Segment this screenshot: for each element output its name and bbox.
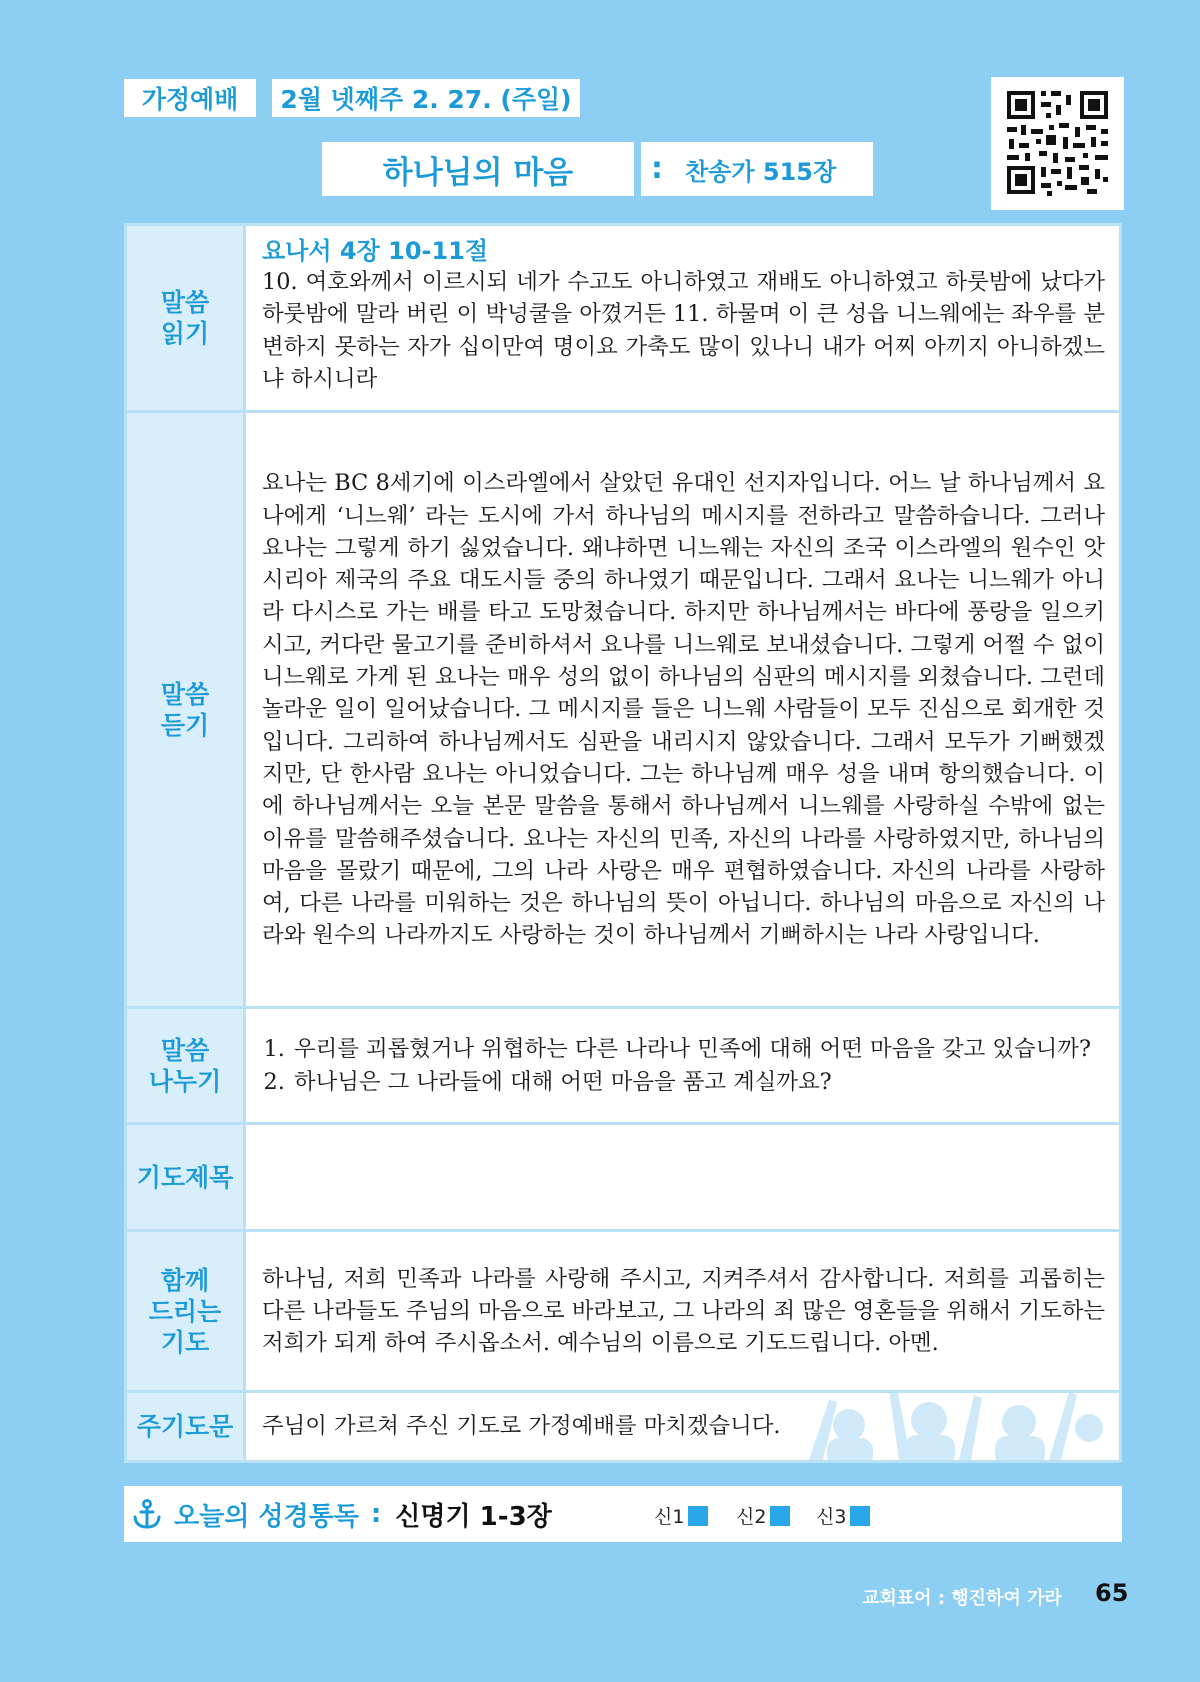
reading-check-label: 신3: [816, 1506, 847, 1528]
sermon-text: 요나는 BC 8세기에 이스라엘에서 살았던 유대인 선지자입니다. 어느 날 하나님께서 요나에게 ‘니느웨’ 라는 도시에 가서 하나님의 메시지를 전하라고 말씀하습니다. 그러나 요나는 그렇게 하기 싫었습니다. 왜냐하면 니느웨는 자신의 조국 이스라엘의 원수인 앗시리아 제국의 주요 대도시들 중의 하나였기 때문입니다. 그래서 요나는 니느웨가 아니라 다시스로 가는 배를 타고 도망쳤습니다. 하지만 하나님께서는 바다에 풍랑을 일으키시고, 커다란 물고기를 준비하셔서 요나를 니느웨로 보내셨습니다. 그렇게 어쩔 수 없이 니느웨로 가게 된 요나는 매우 성의 없이 하나님의 심판의 메시지를 외쳤습니다. 그런데 놀라운 일이 일어났습니다. 그 메시지를 들은 니느웨 사람들이 모두 진심으로 회개한 것입니다. 그리하여 하나님께서도 심판을 내리시지 않았습니다. 그래서 모두가 기뻐했겠지만, 단 한사람 요나는 아니었습니다. 그는 하나님께 매우 성을 내며 항의했습니다. 이에 하나님께서는 오늘 본문 말씀을 통해서 하나님께서 니느웨를 사랑하실 수밖에 없는 이유를 말씀해주셨습니다. 요나는 자신의 민족, 자신의 나라를 사랑하였지만, 하나님의 마음을 몰랐기 때문에, 그의 나라 사랑은 매우 편협하였습니다. 자신의 나라를 사랑하여, 다른 나라를 미워하는 것은 하나님의 뜻이 아닙니다. 하나님의 마음으로 자신의 나라와 원수의 나라까지도 사랑하는 것이 하나님께서 기뻐하시는 나라 사랑입니다.: [262, 470, 1105, 949]
scripture-text: 10. 여호와께서 이르시되 네가 수고도 아니하였고 재배도 아니하였고 하룻밤에 났다가 하룻밤에 말라 버린 이 박넝쿨을 아꼈거든 11. 하물며 이 큰 성읍 니느웨에는 좌우를 분변하지 못하는 자가 십이만여 명이요 가축도 많이 있나니 내가 어찌 아끼지 아니하겠느냐 하시니라: [262, 269, 1105, 392]
prayer-topic-row: [126, 1124, 1121, 1231]
date-chip: 2월 넷째주 2. 27. (주일): [272, 79, 580, 117]
bible-reading-label: 오늘의 성경통독: [174, 1501, 359, 1532]
reading-check-1[interactable]: [654, 1502, 708, 1529]
sharing-content: [245, 1008, 1121, 1124]
checkbox-icon[interactable]: [688, 1506, 708, 1526]
prayer-text: 하나님, 저희 민족과 나라를 사랑해 주시고, 지켜주셔서 감사합니다. 저희를 괴롭히는 다른 나라들도 주님의 마음으로 바라보고, 그 나라의 죄 많은 영혼들을 위해서 기도하는 저희가 되게 하여 주시옵소서. 예수님의 이름으로 기도드립니다. 아멘.: [262, 1265, 1105, 1357]
scripture-reference: 요나서 4장 10-11절: [262, 237, 489, 265]
sharing-row: [126, 1008, 1121, 1124]
reading-content: [245, 225, 1121, 412]
reading-row: [126, 225, 1121, 412]
reading-check-label: 신2: [736, 1506, 767, 1528]
sharing-label: 말씀 나누기: [126, 1008, 245, 1124]
worship-table: [124, 223, 1122, 1463]
prayer-row: [126, 1231, 1121, 1392]
qr-code[interactable]: [991, 77, 1124, 210]
listening-row: [126, 412, 1121, 1008]
checkbox-icon[interactable]: [770, 1506, 790, 1526]
bible-reading-value: 신명기 1-3장: [395, 1501, 552, 1532]
question-item: 1. 우리를 괴롭혔거나 위협하는 다른 나라나 민족에 대해 어떤 마음을 갖고 있습니까?: [292, 1033, 1105, 1065]
qr-code-icon: [991, 77, 1124, 210]
listening-content: [245, 412, 1121, 1008]
lords-prayer-label: 주기도문: [126, 1392, 245, 1462]
prayer-topic-label: 기도제목: [126, 1124, 245, 1231]
category-chip: 가정예배: [124, 79, 256, 117]
separator-dots: :: [651, 151, 663, 186]
lords-prayer-row: [126, 1392, 1121, 1462]
lords-prayer-text: 주님이 가르쳐 주신 기도로 가정예배를 마치겠습니다.: [262, 1413, 781, 1440]
bible-reading-bar: [124, 1486, 1122, 1542]
anchor-icon: [130, 1497, 164, 1531]
prayer-label: 함께 드리는 기도: [126, 1231, 245, 1392]
reading-check-label: 신1: [654, 1506, 685, 1528]
church-motto: 교회표어 : 행진하여 가라: [862, 1588, 1062, 1609]
reading-label: 말씀 읽기: [126, 225, 245, 412]
prayer-topic-content[interactable]: [245, 1124, 1121, 1231]
hymn-chip: [641, 142, 873, 196]
reading-check-2[interactable]: [736, 1502, 790, 1529]
lords-prayer-content: [245, 1392, 1121, 1462]
bible-reading-separator: :: [370, 1499, 382, 1529]
worship-silhouette-icon: [789, 1392, 1119, 1461]
hymn-label: 찬송가 515장: [685, 157, 837, 186]
listening-label: 말씀 듣기: [126, 412, 245, 1008]
page-number: 65: [1095, 1579, 1129, 1607]
prayer-content: [245, 1231, 1121, 1392]
question-item: 2. 하나님은 그 나라들에 대해 어떤 마음을 품고 계실까요?: [292, 1066, 1105, 1098]
reading-check-3[interactable]: [816, 1502, 870, 1529]
checkbox-icon[interactable]: [850, 1506, 870, 1526]
question-list: [262, 1033, 1105, 1098]
page-title: 하나님의 마음: [322, 142, 634, 196]
